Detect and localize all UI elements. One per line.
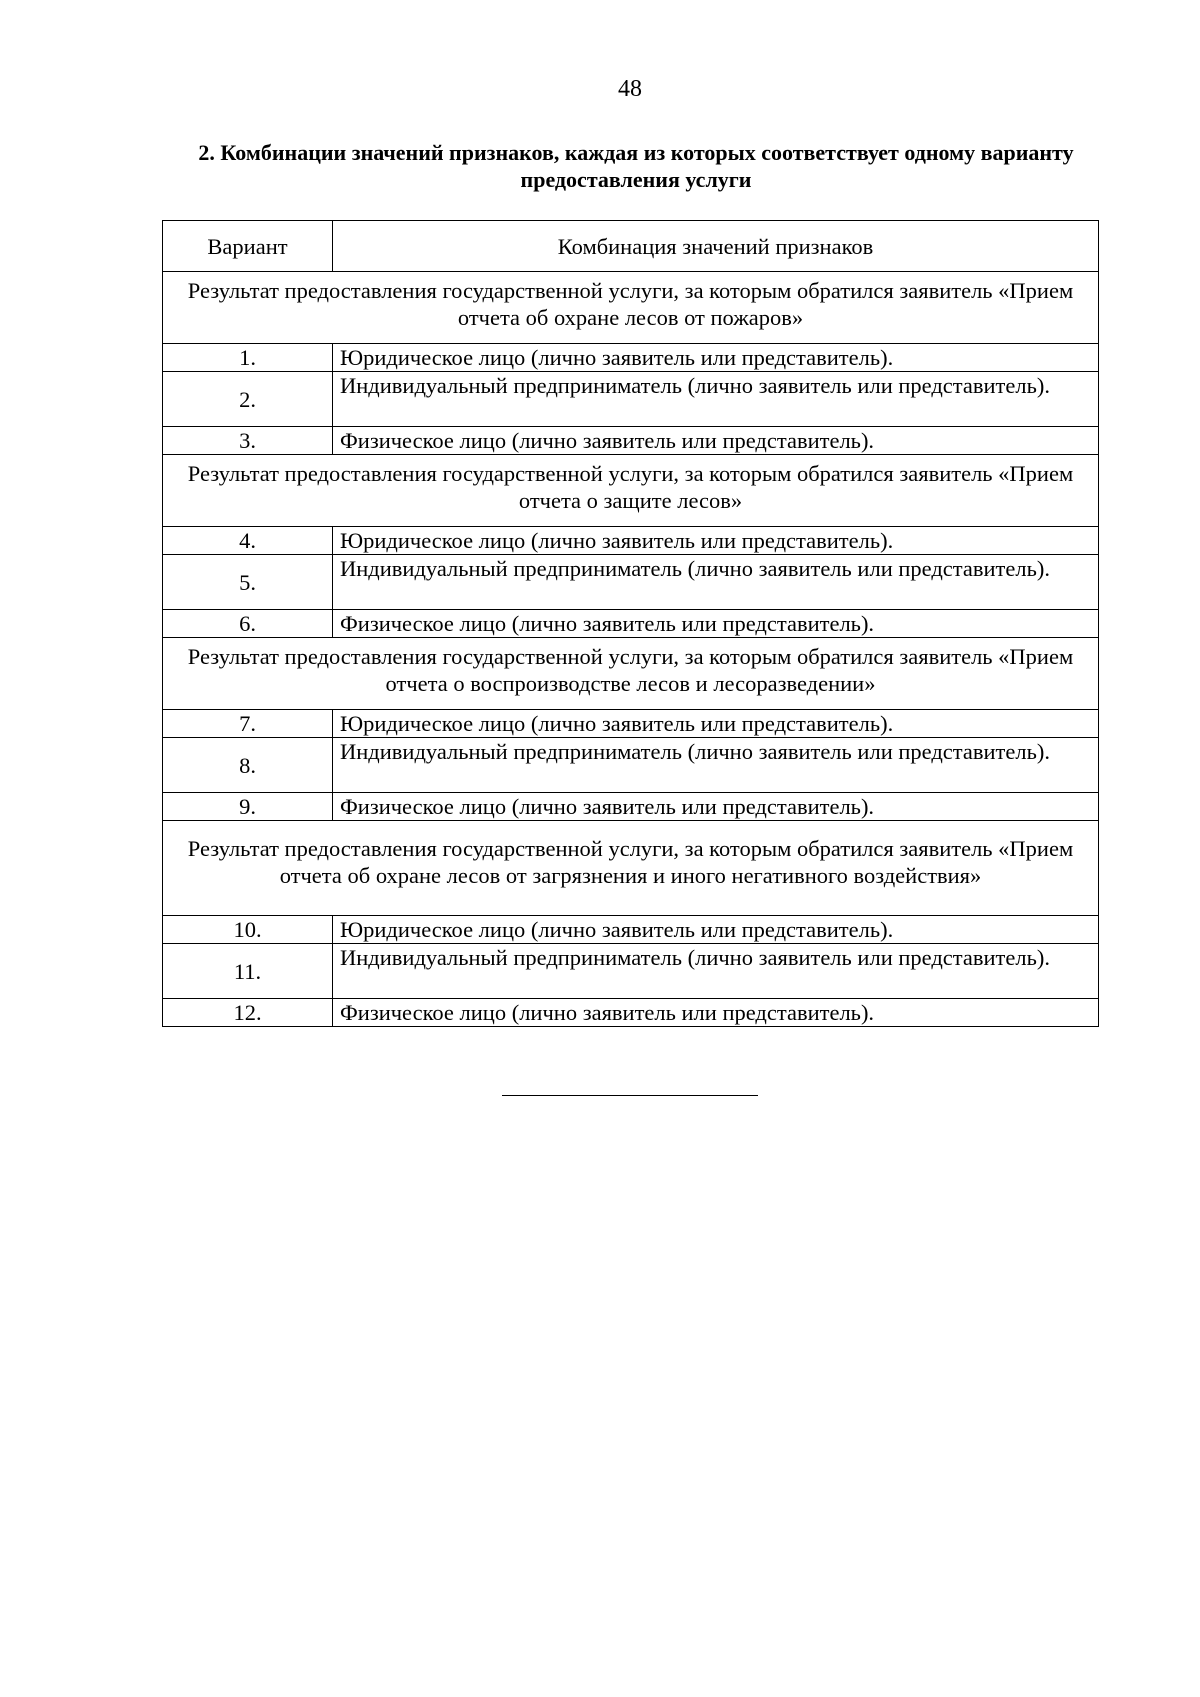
variants-table	[162, 220, 1099, 1027]
group-title: Результат предоставления государственной услуги, за которым обратился заявитель «Прием отчета об охране лесов от пожаров»	[163, 272, 1099, 344]
variant-description: Юридическое лицо (лично заявитель или представитель).	[333, 527, 1099, 555]
table-row	[163, 999, 1099, 1027]
header-variant: Вариант	[163, 221, 333, 272]
variant-number: 10.	[163, 916, 333, 944]
variant-number: 6.	[163, 610, 333, 638]
variant-number: 7.	[163, 710, 333, 738]
variant-number: 4.	[163, 527, 333, 555]
variant-number: 5.	[163, 555, 333, 610]
variant-number: 3.	[163, 427, 333, 455]
section-heading: 2. Комбинации значений признаков, каждая из которых соответствует одному варианту предоставления услуги	[198, 140, 1074, 192]
table-row	[163, 527, 1099, 555]
variant-description: Физическое лицо (лично заявитель или представитель).	[333, 999, 1099, 1027]
group-title: Результат предоставления государственной услуги, за которым обратился заявитель «Прием отчета о защите лесов»	[163, 455, 1099, 527]
variant-description: Индивидуальный предприниматель (лично заявитель или представитель).	[333, 944, 1099, 999]
table-row	[163, 793, 1099, 821]
variant-description: Физическое лицо (лично заявитель или представитель).	[333, 793, 1099, 821]
table-row	[163, 427, 1099, 455]
variant-description: Индивидуальный предприниматель (лично заявитель или представитель).	[333, 555, 1099, 610]
group-title: Результат предоставления государственной услуги, за которым обратился заявитель «Прием отчета об охране лесов от загрязнения и иного негативного воздействия»	[163, 821, 1099, 916]
table-row	[163, 710, 1099, 738]
group-title: Результат предоставления государственной услуги, за которым обратился заявитель «Прием отчета о воспроизводстве лесов и лесоразведении»	[163, 638, 1099, 710]
table-row	[163, 610, 1099, 638]
end-of-document-rule	[502, 1095, 758, 1096]
table-row	[163, 944, 1099, 999]
table-header-row	[163, 221, 1099, 272]
table-row	[163, 738, 1099, 793]
variant-description: Физическое лицо (лично заявитель или представитель).	[333, 610, 1099, 638]
variant-number: 9.	[163, 793, 333, 821]
group-row	[163, 455, 1099, 527]
table-row	[163, 344, 1099, 372]
group-row	[163, 821, 1099, 916]
variant-number: 12.	[163, 999, 333, 1027]
page-number: 48	[618, 76, 642, 102]
group-row	[163, 638, 1099, 710]
variant-description: Юридическое лицо (лично заявитель или представитель).	[333, 344, 1099, 372]
table-row	[163, 916, 1099, 944]
table-row	[163, 555, 1099, 610]
variant-description: Индивидуальный предприниматель (лично заявитель или представитель).	[333, 372, 1099, 427]
variant-description: Индивидуальный предприниматель (лично заявитель или представитель).	[333, 738, 1099, 793]
variant-description: Юридическое лицо (лично заявитель или представитель).	[333, 710, 1099, 738]
header-combination: Комбинация значений признаков	[333, 221, 1099, 272]
variant-number: 11.	[163, 944, 333, 999]
variant-number: 8.	[163, 738, 333, 793]
variant-description: Юридическое лицо (лично заявитель или представитель).	[333, 916, 1099, 944]
table-row	[163, 372, 1099, 427]
group-row	[163, 272, 1099, 344]
variant-number: 1.	[163, 344, 333, 372]
variant-description: Физическое лицо (лично заявитель или представитель).	[333, 427, 1099, 455]
variant-number: 2.	[163, 372, 333, 427]
